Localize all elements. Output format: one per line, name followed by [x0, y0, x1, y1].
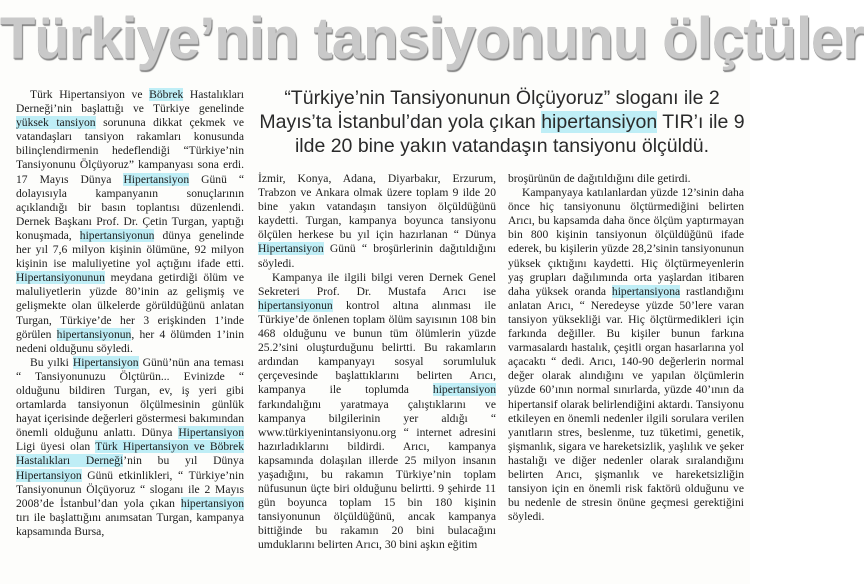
keyword-highlight: hipertansiyon [432, 383, 496, 397]
keyword-highlight: Hipertansiyon [72, 355, 139, 369]
body-text: Bu yılki [30, 355, 73, 369]
body-text: İzmir, Konya, Adana, Diyarbakır, Erzurum, Trabzon ve Ankara olmak üzere toplam 9 ilde 20 bine yakın vatandaşın tansiyon ölçüldüğünü kaydetti. Turgan, kampanya boyunca tansiyonu ölçülen herkese bu yıl için hazırlanan “ Dünya [258, 172, 496, 242]
keyword-highlight: Hipertansiyon [258, 242, 324, 256]
keyword-highlight: yüksek tansiyon [16, 116, 96, 130]
body-text: kontrol altına alınması ile Türkiye’de önlenen toplam ölüm sayısının 108 bin 468 olduğunu ve bunun tüm ölümlerin yüzde 25.2’sini oluşturduğunu belirtti. Bu rakamların ardından kampanyayı sosyal sorumluluk çerçevesinde başlattıklarını belirten Arıcı, kampanya ile toplumda [258, 298, 496, 397]
body-text: Günü “ broşürlerinin dağıtıldığını söyledi. [258, 242, 496, 270]
paragraph [508, 172, 744, 186]
lede-text: TIR’ı ile 9 ilde 20 bine yakın vatandaşın tansiyonu ölçüldü. [294, 111, 745, 157]
body-text: ’nin bu yıl Dünya [123, 454, 244, 468]
article-column-3 [508, 172, 744, 524]
lede-subheading [258, 86, 746, 158]
paragraph [16, 88, 244, 356]
paragraph [258, 172, 496, 271]
keyword-highlight: hipertansiyonun [79, 228, 155, 242]
keyword-highlight: Hipertansiyonunun [16, 271, 105, 285]
keyword-highlight: hipertansiyona [611, 284, 681, 298]
body-text: Kampanyaya katılanlardan yüzde 12’sinin daha önce hiç tansiyonunu ölçtürmediğini belirten Arıcı, bu kapsamda daha önce ölçüm yaptırmayan bin 800 kişinin tansiyonun ölçüldüğünü ifade ederek, bu kişilerin yüzde 28,2’sinin tansiyonunun yüksek çıktığını kaydetti. Hiç ölçtürmeyenlerin yaş grupları dağılımında orta yaşlardan itibaren daha yüksek oranda [508, 186, 744, 298]
body-text: Türk Hipertansiyon ve [30, 88, 150, 101]
body-text: farkındalığını yaratmaya çalıştıklarını ve kampanya bilgilerinin yer aldığı “ www.türkiyenintansiyonu.org “ internet adresini hazırladıklarını bildirdi. Arıcı, kampanya kapsamında dolaşılan illerde 25 milyon insanın yaşadığını, bu rakamın Türkiye’nin toplam nüfusunun üçte biri olduğunu belirtti. 9 şehirde 11 gün boyunca toplam 15 bin 180 kişinin tansiyonunun ölçüldüğünü, ancak kampanya bittiğinde bu rakamın 20 bini bulacağını umduklarını belirten Arıcı, 30 bini aşkın eğitim [258, 397, 496, 552]
article-column-1 [16, 88, 244, 539]
body-text: rastlandığını anlatan Arıcı, “ Neredeyse yüzde 50’lere varan tansiyon yüksekliği var. Hiç ölçtürmedikleri için farkında değiller. Bu kişiler bunun farkına varmasalardı hastalık, çeşitli organ hasarlarına yol açacaktı “ dedi. Arıcı, 140-90 değerlerin normal değer olarak alındığını ve yapılan ölçümlerin yüzde 60’ının normal sınırlarda, yüzde 40’ının da hipertansif olarak belirlendiğini aktardı. Tansiyonu etkileyen en önemli nedenler ilgili sorulara verilen yanıtların stres, beslenme, tuz tüketimi, genetik, şişmanlık, sigara ve hareketsizlik, yaşlılık ve şeker hastalığı ve diğer nedenler olarak sıralandığını belirten Arıcı, şişmanlık ve hareketsizliğin tansiyon için en önemli risk faktörü olduğunu ve bu nedenle de stresin önüne geçmesi gerektiğini söyledi. [508, 284, 744, 524]
paragraph [258, 271, 496, 553]
body-text: Kampanya ile ilgili bilgi veren Dernek Genel Sekreteri Prof. Dr. Mustafa Arıcı ise [258, 270, 496, 298]
body-text: , her 4 ölümden 1’inin nedeni olduğunu söyledi. [16, 327, 244, 355]
keyword-highlight: Böbrek [149, 88, 184, 101]
keyword-highlight: Hipertansiyon [123, 172, 190, 186]
body-text: Günü etkinlikleri, “ Türkiye’nin Tansiyonunun Ölçüyoruz “ sloganı ile 2 Mayıs 2008’de İstanbul’dan yola çıkan [16, 468, 244, 510]
body-text: meydana getirdiği ölüm ve maluliyetlerin yüzde 80’inin az gelişmiş ve gelişmekte olan ülkelerde görüldüğünü anlatan Turgan, Türkiye’de her 3 erişkinden 1’inde görülen [16, 271, 244, 341]
body-text: broşürünün de dağıtıldığını dile getirdi. [508, 172, 691, 185]
article-column-2 [258, 172, 496, 553]
keyword-highlight: Hipertansiyon [16, 468, 82, 482]
paragraph [16, 356, 244, 539]
body-text: Günü’nün ana teması “ Tansiyonunuzu Ölçtürün... Evinizde “ olduğunu bildiren Turgan, ev, iş yeri gibi ortamlarda tansiyonun ölçülmesinin günlük hayat içerisinde değerleri göstermesi bakımından önemli olduğunu anlattı. Dünya [16, 355, 245, 440]
body-text: Ligi üyesi olan [16, 440, 96, 454]
lede-text: “Türkiye’nin Tansiyonunun Ölçüyoruz” sloganı ile 2 Mayıs’ta İstanbul’dan yola çıkan [259, 87, 720, 133]
paragraph [508, 186, 744, 524]
body-text: dünya genelinde her yıl 7,6 milyon kişinin ölümüne, 92 milyon kişinin ise maluliyetine yol açtığını ifade etti. [16, 228, 244, 271]
keyword-highlight: hipertansiyonun [258, 298, 333, 312]
keyword-highlight: Hipertansiyon [178, 426, 244, 440]
body-text: Günü “ dolayısıyla kampanyanın sonuçlarının açıklandığı bir basın toplantısı düzenlendi. Dernek Başkanı Prof. Dr. Çetin Turgan, yaptığı konuşmada, [16, 172, 244, 242]
headline: Türkiye’nin tansiyonunu ölçtüler [0, 6, 864, 71]
keyword-highlight: Türk Hipertansiyon ve Böbrek Hastalıkları Derneği [16, 440, 244, 468]
keyword-highlight: hipertansiyonun [56, 327, 132, 341]
body-text: Hastalıkları Derneği’nin başlattığı ve Türkiye genelinde [16, 88, 245, 116]
keyword-highlight: hipertansiyon [180, 496, 244, 510]
body-text: sorununa dikkat çekmek ve vatandaşları tansiyon rakamları konusunda bilinçlendirmenin hedeflendiği “Türkiye’nin Tansiyonunu Ölçüyoruz” kampanyası sona erdi. 17 Mayıs Dünya [16, 116, 244, 186]
keyword-highlight: hipertansiyon [541, 111, 658, 133]
body-text: tırı ile başlattığını anımsatan Turgan, kampanya kapsamında Bursa, [16, 510, 244, 538]
